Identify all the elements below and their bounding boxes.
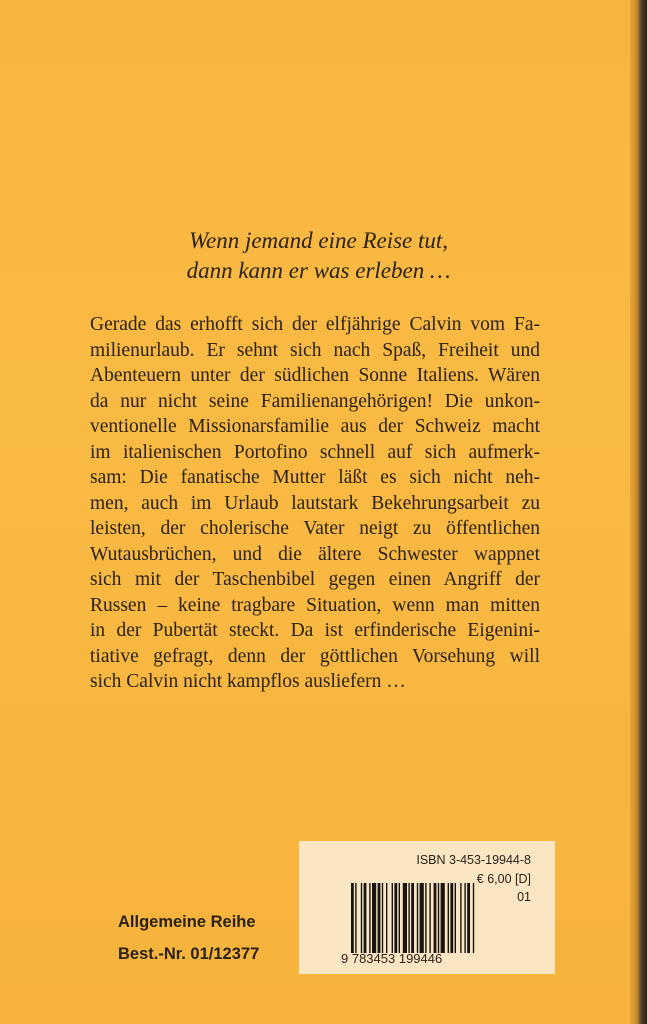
blurb-line: im italienischen Portofino schnell auf sich aufmerk- <box>90 441 540 463</box>
barcode-stripe <box>429 883 430 953</box>
barcode-stripe <box>467 883 470 953</box>
series-name: Allgemeine Reihe <box>118 913 256 931</box>
barcode-panel <box>299 841 555 974</box>
blurb-line: men, auch im Urlaub lautstark Bekehrungsarbeit zu <box>90 492 540 514</box>
blurb-line: Russen – keine tragbare Situation, wenn man mitten <box>90 594 540 616</box>
blurb-line: sich Calvin nicht kampflos ausliefern … <box>90 671 406 692</box>
spine-edge <box>630 0 647 1024</box>
blurb-line: Abenteuern unter der südlichen Sonne Italiens. Wären <box>90 365 540 386</box>
blurb-line: in der Pubertät steckt. Da ist erfinderische Eigenini- <box>90 620 540 641</box>
barcode-stripe <box>441 883 445 953</box>
barcode-stripe <box>455 883 456 953</box>
tagline <box>0 226 637 286</box>
barcode-stripe <box>351 883 354 953</box>
barcode-stripe <box>382 883 383 953</box>
barcode-stripe <box>464 883 465 953</box>
barcode-stripe <box>403 883 407 953</box>
tagline-line-1: Wenn jemand eine Reise tut, <box>188 228 449 253</box>
barcode-stripe <box>425 883 426 953</box>
barcode-stripe <box>450 883 453 953</box>
barcode-stripe <box>378 883 381 953</box>
barcode-stripe <box>399 883 400 953</box>
barcode-stripe <box>392 883 393 953</box>
barcode-stripe <box>364 883 367 953</box>
barcode-stripe <box>473 883 474 953</box>
tagline-line-2: dann kann er was erleben … <box>186 258 451 283</box>
barcode-stripe <box>408 883 409 953</box>
barcode-stripe <box>355 883 356 953</box>
addon-code: 01 <box>517 890 531 904</box>
blurb-line: Wutausbrüchen, und die ältere Schwester wappnet <box>90 543 540 565</box>
barcode-stripe <box>420 883 424 953</box>
series-info <box>118 906 259 970</box>
blurb-line: sich mit der Taschenbibel gegen einen Angriff der <box>90 569 540 590</box>
order-number: Best.-Nr. 01/12377 <box>118 945 260 963</box>
barcode-stripe <box>369 883 370 953</box>
barcode-digits: 9 783453 199446 <box>341 951 443 966</box>
barcode-stripe <box>386 883 387 953</box>
barcode-stripe <box>394 883 397 953</box>
blurb-line: tiative gefragt, denn der göttlichen Vorsehung will <box>90 645 540 667</box>
blurb-line: Gerade das erhofft sich der elfjährige Calvin vom Fa- <box>90 314 540 335</box>
blurb-line: da nur nicht seine Familienangehörigen! Die unkon- <box>90 390 540 412</box>
isbn-label: ISBN 3-453-19944-8 <box>416 853 531 867</box>
barcode-stripe <box>438 883 439 953</box>
blurb-line: ventionelle Missionarsfamilie aus der Schweiz macht <box>90 416 540 437</box>
price-label: € 6,00 [D] <box>476 872 531 886</box>
barcode-stripe <box>434 883 437 953</box>
barcode-stripe <box>460 883 461 953</box>
barcode-stripe <box>411 883 414 953</box>
blurb-line: sam: Die fanatische Mutter läßt es sich nicht neh- <box>90 467 540 488</box>
blurb-text <box>90 312 540 695</box>
barcode-stripe <box>417 883 418 953</box>
barcode-stripe <box>372 883 376 953</box>
barcode-stripe <box>448 883 449 953</box>
barcode-bars <box>351 883 533 953</box>
blurb-line: milienurlaub. Er sehnt sich nach Spaß, Freiheit und <box>90 339 540 361</box>
barcode-stripe <box>361 883 362 953</box>
blurb-line: leisten, der cholerische Vater neigt zu öffentlichen <box>90 518 540 539</box>
